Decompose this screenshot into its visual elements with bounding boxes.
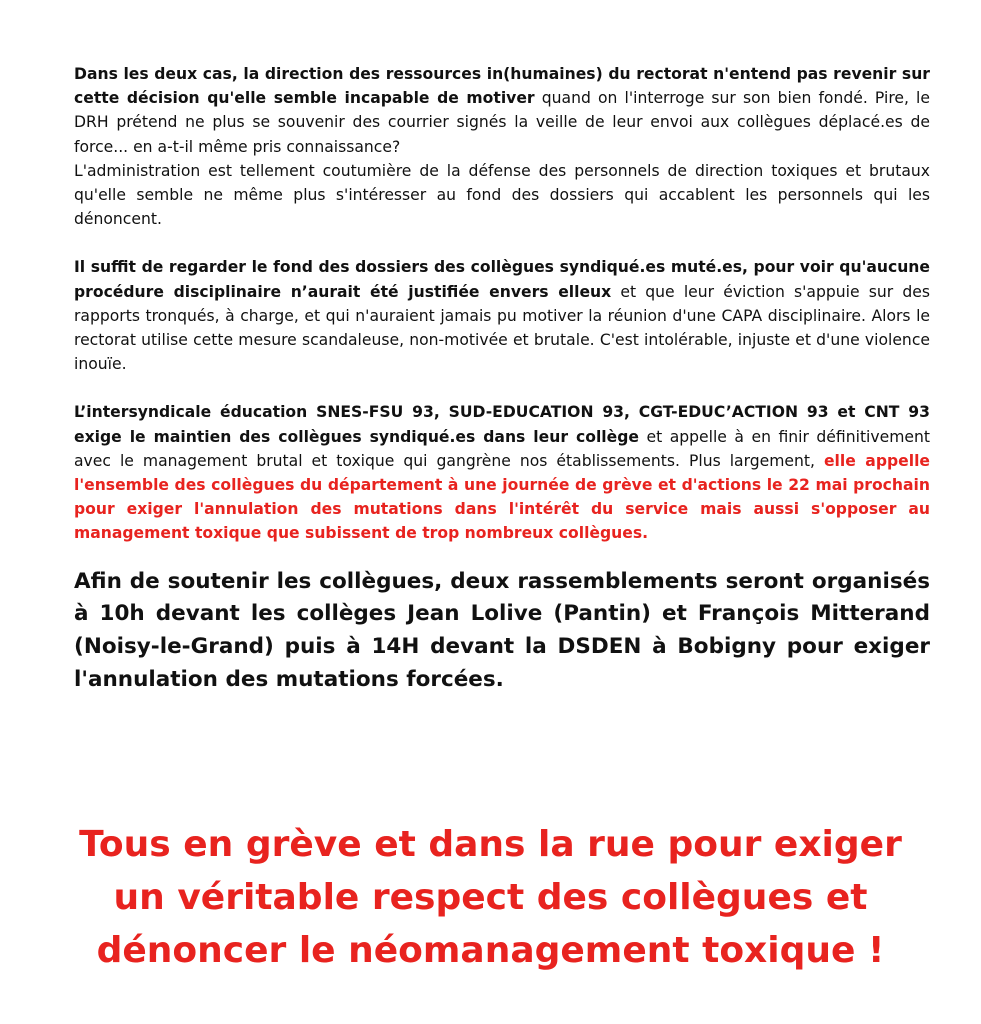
paragraph-dans-les-deux-cas: [74, 62, 930, 159]
slogan-line-3: dénoncer le néomanagement toxique !: [96, 930, 885, 971]
paragraph-intersyndicale: [74, 400, 930, 545]
paragraph-il-suffit: [74, 255, 930, 376]
p3-bold-text: Il suffit de regarder le fond des dossiers des collègues syndiqué.es muté.es, pour voir qu'aucune procédure disciplinaire n’aurait été justifiée envers elleux: [74, 258, 930, 301]
p3-regular-text: et que leur éviction s'appuie sur des rapports tronqués, à charge, et qui n'auraient jamais pu motiver la réunion d'une CAPA disciplinaire. Alors le rectorat utilise cette mesure scandaleuse, non-motivée et brutale. C'est intolérable, injuste et d'une violence inouïe.: [74, 282, 930, 374]
p4-regular-text: et appelle à en finir définitivement avec le management brutal et toxique qui gangrène nos établissements. Plus largement,: [74, 427, 930, 470]
p4-bold-text: L’intersyndicale éducation SNES-FSU 93, SUD-EDUCATION 93, CGT-EDUC’ACTION 93 et CNT 93 exige le maintien des collègues syndiqué.es dans leur collège: [74, 403, 930, 446]
p2-text: L'administration est tellement coutumière de la défense des personnels de direction toxiques et brutaux qu'elle semble ne même plus s'intéresser au fond des dossiers qui accablent les personnels qui les dénoncent.: [74, 161, 930, 229]
p1-bold-text: Dans les deux cas, la direction des ressources in(humaines) du rectorat n'entend pas revenir sur cette décision qu'elle semble incapable de motiver: [74, 65, 930, 108]
document-body: [74, 62, 930, 697]
slogan-line-2: un véritable respect des collègues et: [113, 877, 868, 918]
p4-red-call-to-action: elle appelle l'ensemble des collègues du département à une journée de grève et d'actions le 22 mai prochain pour exiger l'annulation des mutations dans l'intérêt du service mais aussi s'opposer au management toxique que subissent de trop nombreux collègues.: [74, 451, 930, 543]
closing-slogan: [0, 818, 981, 977]
paragraph-administration: [74, 159, 930, 232]
p1-regular-text: quand on l'interroge sur son bien fondé. Pire, le DRH prétend ne plus se souvenir des courrier signés la veille de leur envoi aux collègues déplacé.es de force... en a-t-il même pris connaissance?: [74, 89, 930, 156]
paragraph-rassemblements: [74, 566, 930, 697]
slogan-line-1: Tous en grève et dans la rue pour exiger: [79, 824, 902, 865]
p5-text: Afin de soutenir les collègues, deux rassemblements seront organisés à 10h devant les collèges Jean Lolive (Pantin) et François Mitterand (Noisy-le-Grand) puis à 14H devant la DSDEN à Bobigny pour exiger l'annulation des mutations forcées.: [74, 568, 930, 693]
